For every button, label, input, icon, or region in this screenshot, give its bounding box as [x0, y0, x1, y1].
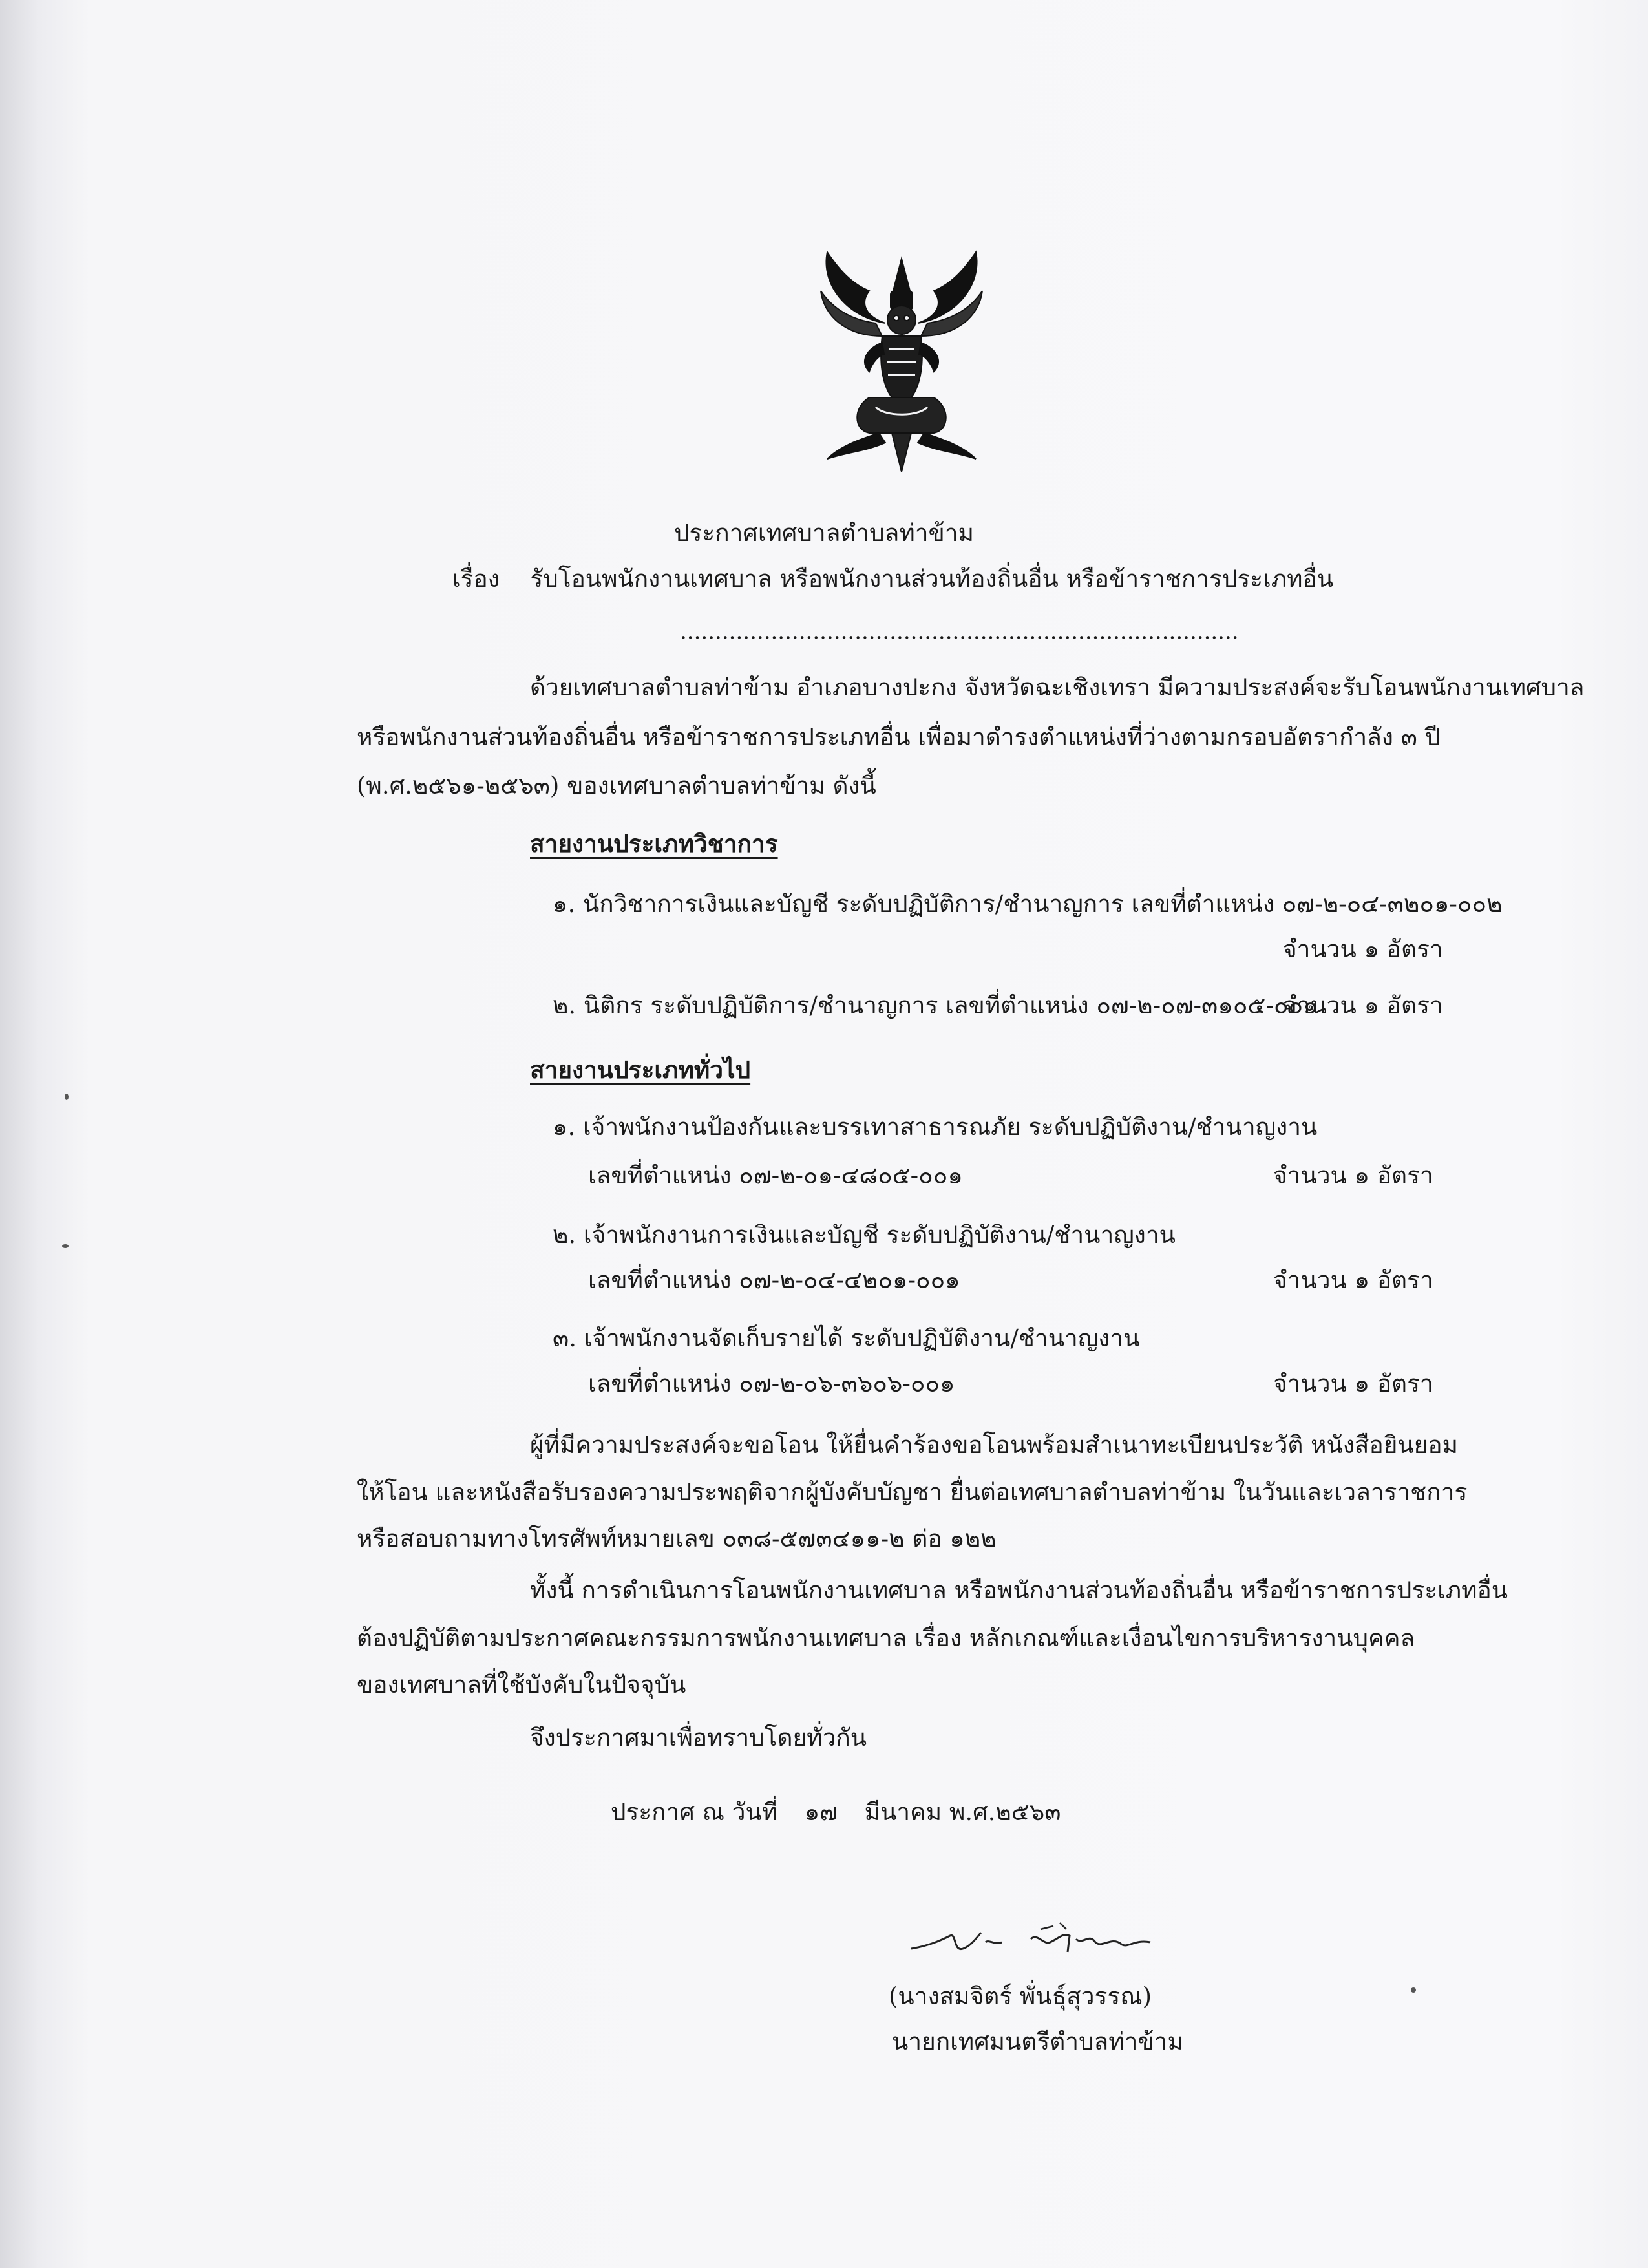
- intro-line-1: ด้วยเทศบาลตำบลท่าข้าม อำเภอบางปะกง จังหวัดฉะเชิงเทรา มีความประสงค์จะรับโอนพนักงานเทศบาล: [530, 673, 1585, 701]
- general-item-1-number: เลขที่ตำแหน่ง ๐๗-๒-๐๑-๔๘๐๕-๐๐๑: [588, 1161, 963, 1189]
- regulation-line-3: ของเทศบาลที่ใช้บังคับในปัจจุบัน: [357, 1671, 686, 1699]
- date-prefix: ประกาศ ณ วันที่: [611, 1798, 778, 1826]
- regulation-line-2: ต้องปฏิบัติตามประกาศคณะกรรมการพนักงานเทศบาล เรื่อง หลักเกณฑ์และเงื่อนไขการบริหารงานบุคคล: [357, 1624, 1415, 1652]
- academic-item-1-count: จำนวน ๑ อัตรา: [1283, 935, 1443, 963]
- application-line-2: ให้โอน และหนังสือรับรองความประพฤติจากผู้บังคับบัญชา ยื่นต่อเทศบาลตำบลท่าข้าม ในวันและเวลาราชการ: [357, 1478, 1468, 1506]
- section-heading-academic: สายงานประเภทวิชาการ: [530, 829, 778, 858]
- section-heading-general: สายงานประเภททั่วไป: [530, 1055, 751, 1084]
- separator-dots: ................................................................................: [680, 619, 1239, 644]
- general-item-2: ๒. เจ้าพนักงานการเงินและบัญชี ระดับปฏิบัติงาน/ชำนาญงาน: [553, 1221, 1176, 1249]
- subject-line: [452, 567, 1333, 591]
- garuda-emblem-icon: [808, 246, 995, 478]
- application-line-3: หรือสอบถามทางโทรศัพท์หมายเลข ๐๓๘-๕๗๓๔๑๑-๒ ต่อ ๑๒๒: [357, 1525, 997, 1553]
- signatory-position: นายกเทศมนตรีตำบลท่าข้าม: [892, 2028, 1183, 2055]
- closing-line: จึงประกาศมาเพื่อทราบโดยทั่วกัน: [530, 1724, 867, 1752]
- general-item-2-number: เลขที่ตำแหน่ง ๐๗-๒-๐๔-๔๒๐๑-๐๐๑: [588, 1266, 960, 1294]
- academic-item-2: ๒. นิติกร ระดับปฏิบัติการ/ชำนาญการ เลขที่ตำแหน่ง ๐๗-๒-๐๗-๓๑๐๕-๐๐๑: [553, 991, 1318, 1019]
- scan-speck: [65, 1094, 69, 1100]
- general-item-3-count: จำนวน ๑ อัตรา: [1273, 1370, 1433, 1397]
- date-month-year: มีนาคม พ.ศ.๒๕๖๓: [864, 1798, 1061, 1826]
- signature-scribble-icon: [905, 1913, 1163, 1971]
- application-line-1: ผู้ที่มีความประสงค์จะขอโอน ให้ยื่นคำร้องขอโอนพร้อมสำเนาทะเบียนประวัติ หนังสือยินยอม: [530, 1431, 1458, 1459]
- general-item-3-number: เลขที่ตำแหน่ง ๐๗-๒-๐๖-๓๖๐๖-๐๐๑: [588, 1370, 955, 1397]
- date-line: [611, 1800, 1061, 1824]
- regulation-line-1: ทั้งนี้ การดำเนินการโอนพนักงานเทศบาล หรือพนักงานส่วนท้องถิ่นอื่น หรือข้าราชการประเภทอื่น: [530, 1576, 1508, 1604]
- subject-label: เรื่อง: [452, 565, 500, 593]
- subject-text: รับโอนพนักงานเทศบาล หรือพนักงานส่วนท้องถิ่นอื่น หรือข้าราชการประเภทอื่น: [530, 565, 1334, 593]
- scan-speck: [62, 1244, 69, 1248]
- academic-item-1: ๑. นักวิชาการเงินและบัญชี ระดับปฏิบัติการ/ชำนาญการ เลขที่ตำแหน่ง ๐๗-๒-๐๔-๓๒๐๑-๐๐๒: [553, 890, 1503, 918]
- document-title: ประกาศเทศบาลตำบลท่าข้าม: [674, 519, 974, 547]
- academic-item-2-count: จำนวน ๑ อัตรา: [1283, 991, 1443, 1019]
- scan-speck: [1411, 1987, 1416, 1993]
- general-item-1: ๑. เจ้าพนักงานป้องกันและบรรเทาสาธารณภัย ระดับปฏิบัติงาน/ชำนาญงาน: [553, 1113, 1318, 1141]
- signatory-name: (นางสมจิตร์ พั่นธุ์สุวรรณ): [889, 1982, 1152, 2010]
- general-item-2-count: จำนวน ๑ อัตรา: [1273, 1266, 1433, 1294]
- intro-line-3: (พ.ศ.๒๕๖๑-๒๕๖๓) ของเทศบาลตำบลท่าข้าม ดังนี้: [357, 772, 876, 800]
- general-item-1-count: จำนวน ๑ อัตรา: [1273, 1161, 1433, 1189]
- date-day: ๑๗: [804, 1798, 838, 1826]
- general-item-3: ๓. เจ้าพนักงานจัดเก็บรายได้ ระดับปฏิบัติงาน/ชำนาญงาน: [553, 1324, 1140, 1352]
- intro-line-2: หรือพนักงานส่วนท้องถิ่นอื่น หรือข้าราชการประเภทอื่น เพื่อมาดำรงตำแหน่งที่ว่างตามกรอบอัตรากำลัง ๓ ปี: [357, 723, 1441, 751]
